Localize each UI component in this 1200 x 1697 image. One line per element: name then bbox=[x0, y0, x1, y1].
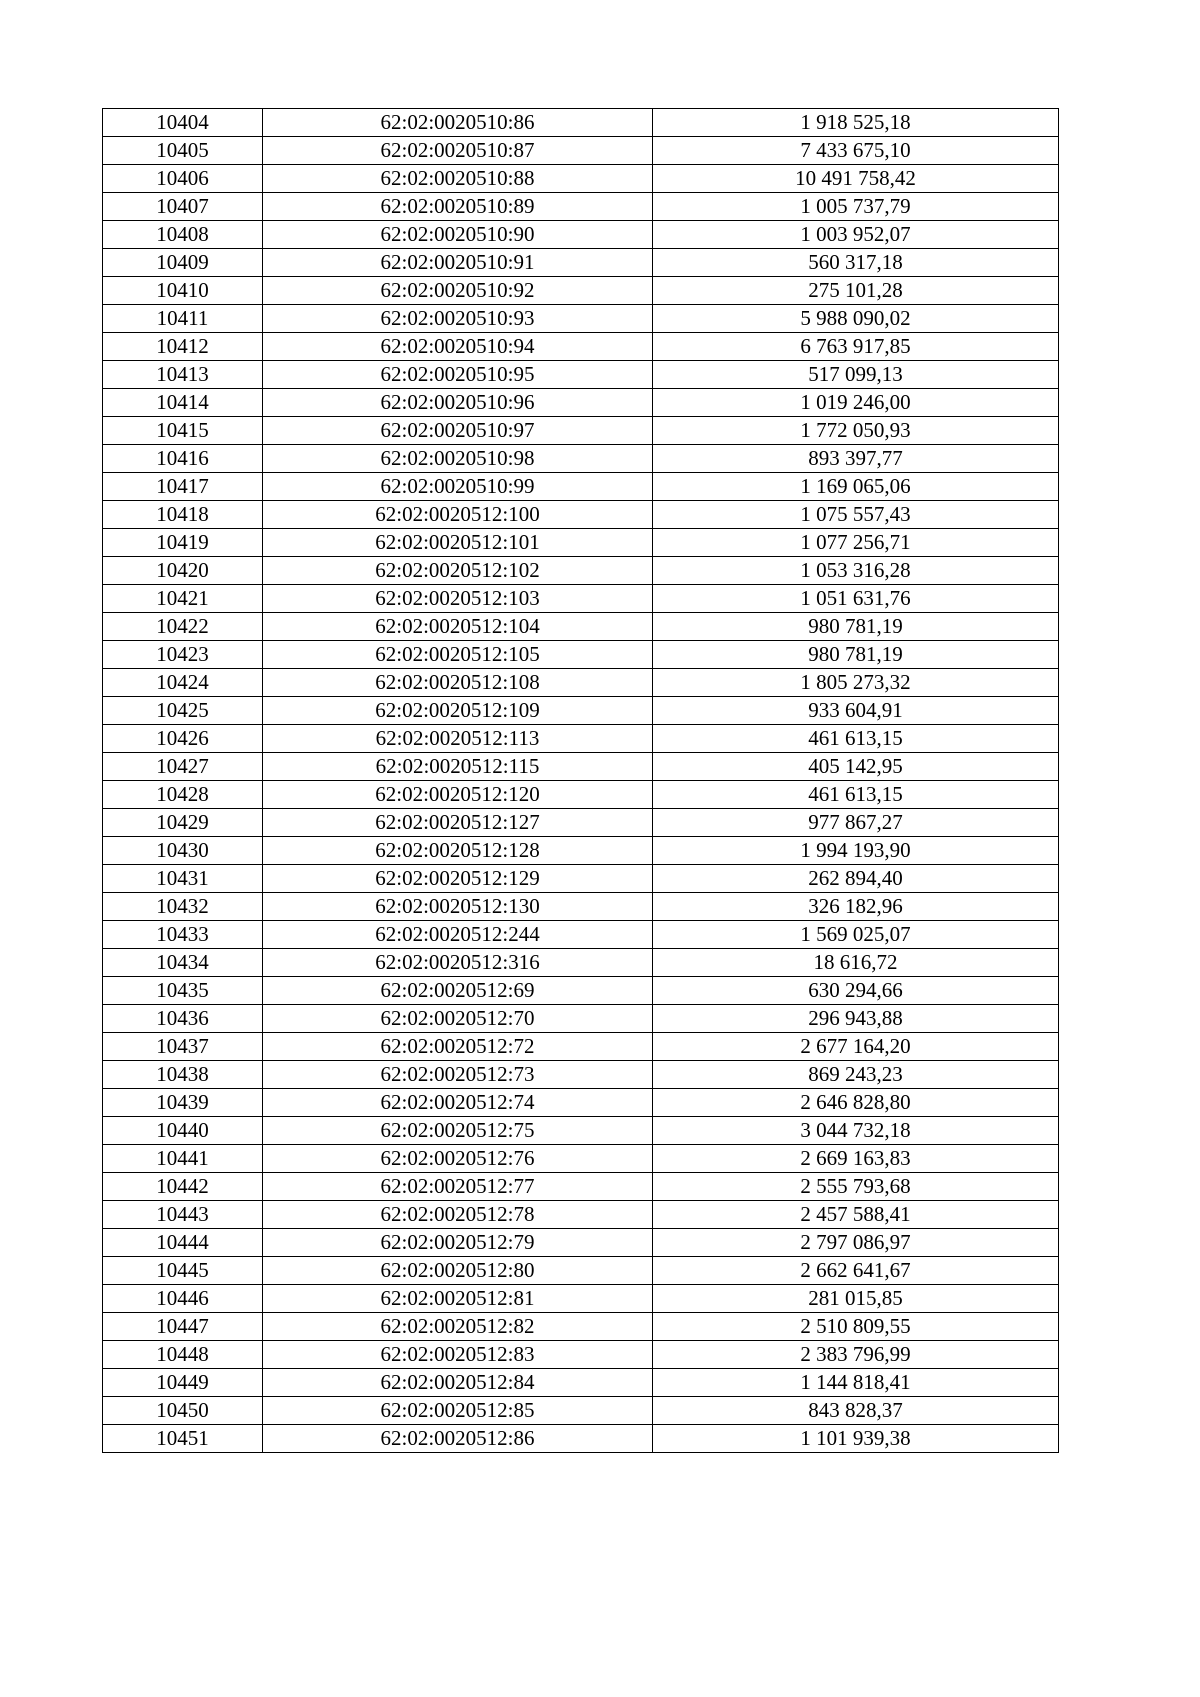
row-number-cell: 10443 bbox=[103, 1201, 263, 1229]
table-row bbox=[103, 725, 1059, 753]
row-number-cell: 10437 bbox=[103, 1033, 263, 1061]
cadastral-value-cell: 2 555 793,68 bbox=[653, 1173, 1059, 1201]
cadastral-value-cell: 326 182,96 bbox=[653, 893, 1059, 921]
row-number-cell: 10405 bbox=[103, 137, 263, 165]
cadastral-number-cell: 62:02:0020512:127 bbox=[263, 809, 653, 837]
row-number-cell: 10434 bbox=[103, 949, 263, 977]
cadastral-number-cell: 62:02:0020510:92 bbox=[263, 277, 653, 305]
row-number-cell: 10414 bbox=[103, 389, 263, 417]
table-row bbox=[103, 305, 1059, 333]
cadastral-number-cell: 62:02:0020512:104 bbox=[263, 613, 653, 641]
cadastral-number-cell: 62:02:0020512:77 bbox=[263, 1173, 653, 1201]
cadastral-value-table bbox=[102, 108, 1059, 1453]
table-row bbox=[103, 1369, 1059, 1397]
cadastral-value-cell: 977 867,27 bbox=[653, 809, 1059, 837]
row-number-cell: 10436 bbox=[103, 1005, 263, 1033]
row-number-cell: 10406 bbox=[103, 165, 263, 193]
row-number-cell: 10435 bbox=[103, 977, 263, 1005]
table-row bbox=[103, 837, 1059, 865]
table-row bbox=[103, 697, 1059, 725]
row-number-cell: 10404 bbox=[103, 109, 263, 137]
cadastral-value-cell: 296 943,88 bbox=[653, 1005, 1059, 1033]
table-row bbox=[103, 809, 1059, 837]
table-row bbox=[103, 1425, 1059, 1453]
table-row bbox=[103, 949, 1059, 977]
cadastral-value-cell: 980 781,19 bbox=[653, 613, 1059, 641]
row-number-cell: 10408 bbox=[103, 221, 263, 249]
cadastral-number-cell: 62:02:0020512:103 bbox=[263, 585, 653, 613]
table-row bbox=[103, 473, 1059, 501]
row-number-cell: 10446 bbox=[103, 1285, 263, 1313]
row-number-cell: 10430 bbox=[103, 837, 263, 865]
row-number-cell: 10410 bbox=[103, 277, 263, 305]
cadastral-value-cell: 5 988 090,02 bbox=[653, 305, 1059, 333]
cadastral-number-cell: 62:02:0020512:316 bbox=[263, 949, 653, 977]
row-number-cell: 10423 bbox=[103, 641, 263, 669]
cadastral-number-cell: 62:02:0020512:244 bbox=[263, 921, 653, 949]
cadastral-number-cell: 62:02:0020512:82 bbox=[263, 1313, 653, 1341]
table-row bbox=[103, 1285, 1059, 1313]
row-number-cell: 10426 bbox=[103, 725, 263, 753]
cadastral-value-cell: 18 616,72 bbox=[653, 949, 1059, 977]
cadastral-number-cell: 62:02:0020512:129 bbox=[263, 865, 653, 893]
cadastral-value-cell: 2 662 641,67 bbox=[653, 1257, 1059, 1285]
table-row bbox=[103, 417, 1059, 445]
cadastral-value-cell: 2 669 163,83 bbox=[653, 1145, 1059, 1173]
cadastral-number-cell: 62:02:0020512:100 bbox=[263, 501, 653, 529]
table-row bbox=[103, 753, 1059, 781]
table-row bbox=[103, 277, 1059, 305]
table-row bbox=[103, 1313, 1059, 1341]
cadastral-value-cell: 843 828,37 bbox=[653, 1397, 1059, 1425]
row-number-cell: 10418 bbox=[103, 501, 263, 529]
cadastral-number-cell: 62:02:0020512:86 bbox=[263, 1425, 653, 1453]
row-number-cell: 10427 bbox=[103, 753, 263, 781]
cadastral-value-cell: 6 763 917,85 bbox=[653, 333, 1059, 361]
cadastral-number-cell: 62:02:0020510:89 bbox=[263, 193, 653, 221]
cadastral-number-cell: 62:02:0020512:85 bbox=[263, 1397, 653, 1425]
cadastral-value-cell: 1 005 737,79 bbox=[653, 193, 1059, 221]
row-number-cell: 10445 bbox=[103, 1257, 263, 1285]
cadastral-value-cell: 461 613,15 bbox=[653, 781, 1059, 809]
table-row bbox=[103, 1033, 1059, 1061]
cadastral-value-cell: 1 051 631,76 bbox=[653, 585, 1059, 613]
cadastral-value-cell: 630 294,66 bbox=[653, 977, 1059, 1005]
cadastral-number-cell: 62:02:0020512:108 bbox=[263, 669, 653, 697]
table-row bbox=[103, 1117, 1059, 1145]
table-row bbox=[103, 1201, 1059, 1229]
cadastral-number-cell: 62:02:0020512:102 bbox=[263, 557, 653, 585]
row-number-cell: 10416 bbox=[103, 445, 263, 473]
cadastral-value-cell: 2 457 588,41 bbox=[653, 1201, 1059, 1229]
row-number-cell: 10421 bbox=[103, 585, 263, 613]
table-row bbox=[103, 1397, 1059, 1425]
table-row bbox=[103, 361, 1059, 389]
table-row bbox=[103, 389, 1059, 417]
cadastral-value-cell: 1 569 025,07 bbox=[653, 921, 1059, 949]
table-row bbox=[103, 865, 1059, 893]
row-number-cell: 10420 bbox=[103, 557, 263, 585]
table-row bbox=[103, 781, 1059, 809]
table-row bbox=[103, 109, 1059, 137]
cadastral-number-cell: 62:02:0020510:94 bbox=[263, 333, 653, 361]
cadastral-number-cell: 62:02:0020512:72 bbox=[263, 1033, 653, 1061]
cadastral-value-cell: 2 797 086,97 bbox=[653, 1229, 1059, 1257]
cadastral-number-cell: 62:02:0020512:115 bbox=[263, 753, 653, 781]
cadastral-number-cell: 62:02:0020512:69 bbox=[263, 977, 653, 1005]
cadastral-number-cell: 62:02:0020512:128 bbox=[263, 837, 653, 865]
cadastral-number-cell: 62:02:0020510:95 bbox=[263, 361, 653, 389]
table-body bbox=[103, 109, 1059, 1453]
cadastral-value-cell: 281 015,85 bbox=[653, 1285, 1059, 1313]
cadastral-number-cell: 62:02:0020512:105 bbox=[263, 641, 653, 669]
cadastral-value-cell: 893 397,77 bbox=[653, 445, 1059, 473]
cadastral-number-cell: 62:02:0020512:80 bbox=[263, 1257, 653, 1285]
cadastral-number-cell: 62:02:0020512:120 bbox=[263, 781, 653, 809]
cadastral-number-cell: 62:02:0020512:83 bbox=[263, 1341, 653, 1369]
cadastral-value-cell: 275 101,28 bbox=[653, 277, 1059, 305]
table-row bbox=[103, 1173, 1059, 1201]
cadastral-value-cell: 1 805 273,32 bbox=[653, 669, 1059, 697]
cadastral-number-cell: 62:02:0020512:130 bbox=[263, 893, 653, 921]
table-row bbox=[103, 529, 1059, 557]
row-number-cell: 10424 bbox=[103, 669, 263, 697]
table-row bbox=[103, 1257, 1059, 1285]
cadastral-number-cell: 62:02:0020510:91 bbox=[263, 249, 653, 277]
row-number-cell: 10409 bbox=[103, 249, 263, 277]
cadastral-value-cell: 2 510 809,55 bbox=[653, 1313, 1059, 1341]
cadastral-number-cell: 62:02:0020512:75 bbox=[263, 1117, 653, 1145]
table-row bbox=[103, 1089, 1059, 1117]
cadastral-number-cell: 62:02:0020510:99 bbox=[263, 473, 653, 501]
cadastral-value-cell: 1 019 246,00 bbox=[653, 389, 1059, 417]
cadastral-value-cell: 2 677 164,20 bbox=[653, 1033, 1059, 1061]
row-number-cell: 10440 bbox=[103, 1117, 263, 1145]
row-number-cell: 10422 bbox=[103, 613, 263, 641]
row-number-cell: 10442 bbox=[103, 1173, 263, 1201]
cadastral-value-cell: 980 781,19 bbox=[653, 641, 1059, 669]
table-row bbox=[103, 613, 1059, 641]
table-row bbox=[103, 501, 1059, 529]
row-number-cell: 10419 bbox=[103, 529, 263, 557]
table-row bbox=[103, 893, 1059, 921]
cadastral-value-cell: 2 646 828,80 bbox=[653, 1089, 1059, 1117]
row-number-cell: 10428 bbox=[103, 781, 263, 809]
cadastral-value-cell: 1 053 316,28 bbox=[653, 557, 1059, 585]
table-row bbox=[103, 1341, 1059, 1369]
cadastral-value-cell: 933 604,91 bbox=[653, 697, 1059, 725]
cadastral-value-cell: 1 994 193,90 bbox=[653, 837, 1059, 865]
cadastral-number-cell: 62:02:0020510:90 bbox=[263, 221, 653, 249]
cadastral-value-cell: 1 075 557,43 bbox=[653, 501, 1059, 529]
cadastral-value-cell: 517 099,13 bbox=[653, 361, 1059, 389]
row-number-cell: 10449 bbox=[103, 1369, 263, 1397]
cadastral-number-cell: 62:02:0020510:97 bbox=[263, 417, 653, 445]
row-number-cell: 10407 bbox=[103, 193, 263, 221]
cadastral-number-cell: 62:02:0020512:113 bbox=[263, 725, 653, 753]
cadastral-value-cell: 7 433 675,10 bbox=[653, 137, 1059, 165]
row-number-cell: 10417 bbox=[103, 473, 263, 501]
row-number-cell: 10441 bbox=[103, 1145, 263, 1173]
cadastral-number-cell: 62:02:0020512:78 bbox=[263, 1201, 653, 1229]
cadastral-number-cell: 62:02:0020510:87 bbox=[263, 137, 653, 165]
table-row bbox=[103, 1229, 1059, 1257]
cadastral-value-cell: 461 613,15 bbox=[653, 725, 1059, 753]
table-row bbox=[103, 585, 1059, 613]
cadastral-value-cell: 1 918 525,18 bbox=[653, 109, 1059, 137]
table-row bbox=[103, 137, 1059, 165]
row-number-cell: 10438 bbox=[103, 1061, 263, 1089]
cadastral-number-cell: 62:02:0020512:81 bbox=[263, 1285, 653, 1313]
cadastral-number-cell: 62:02:0020510:86 bbox=[263, 109, 653, 137]
cadastral-value-cell: 1 169 065,06 bbox=[653, 473, 1059, 501]
cadastral-value-cell: 10 491 758,42 bbox=[653, 165, 1059, 193]
row-number-cell: 10411 bbox=[103, 305, 263, 333]
table-row bbox=[103, 165, 1059, 193]
cadastral-number-cell: 62:02:0020512:79 bbox=[263, 1229, 653, 1257]
cadastral-value-cell: 1 003 952,07 bbox=[653, 221, 1059, 249]
table-row bbox=[103, 557, 1059, 585]
row-number-cell: 10444 bbox=[103, 1229, 263, 1257]
cadastral-number-cell: 62:02:0020512:73 bbox=[263, 1061, 653, 1089]
table-row bbox=[103, 333, 1059, 361]
row-number-cell: 10431 bbox=[103, 865, 263, 893]
cadastral-value-cell: 869 243,23 bbox=[653, 1061, 1059, 1089]
row-number-cell: 10448 bbox=[103, 1341, 263, 1369]
cadastral-number-cell: 62:02:0020510:96 bbox=[263, 389, 653, 417]
cadastral-value-cell: 1 101 939,38 bbox=[653, 1425, 1059, 1453]
table-row bbox=[103, 445, 1059, 473]
row-number-cell: 10433 bbox=[103, 921, 263, 949]
table-row bbox=[103, 641, 1059, 669]
row-number-cell: 10432 bbox=[103, 893, 263, 921]
row-number-cell: 10413 bbox=[103, 361, 263, 389]
cadastral-value-cell: 1 772 050,93 bbox=[653, 417, 1059, 445]
cadastral-number-cell: 62:02:0020510:88 bbox=[263, 165, 653, 193]
row-number-cell: 10415 bbox=[103, 417, 263, 445]
cadastral-value-cell: 3 044 732,18 bbox=[653, 1117, 1059, 1145]
table-row bbox=[103, 977, 1059, 1005]
row-number-cell: 10450 bbox=[103, 1397, 263, 1425]
table-row bbox=[103, 669, 1059, 697]
row-number-cell: 10412 bbox=[103, 333, 263, 361]
cadastral-value-cell: 1 077 256,71 bbox=[653, 529, 1059, 557]
row-number-cell: 10447 bbox=[103, 1313, 263, 1341]
table-row bbox=[103, 1145, 1059, 1173]
row-number-cell: 10439 bbox=[103, 1089, 263, 1117]
table-row bbox=[103, 249, 1059, 277]
table-row bbox=[103, 1005, 1059, 1033]
table-row bbox=[103, 1061, 1059, 1089]
row-number-cell: 10429 bbox=[103, 809, 263, 837]
table-row bbox=[103, 193, 1059, 221]
cadastral-number-cell: 62:02:0020512:70 bbox=[263, 1005, 653, 1033]
cadastral-number-cell: 62:02:0020512:101 bbox=[263, 529, 653, 557]
cadastral-number-cell: 62:02:0020512:84 bbox=[263, 1369, 653, 1397]
table-row bbox=[103, 221, 1059, 249]
cadastral-number-cell: 62:02:0020510:93 bbox=[263, 305, 653, 333]
cadastral-number-cell: 62:02:0020512:74 bbox=[263, 1089, 653, 1117]
row-number-cell: 10425 bbox=[103, 697, 263, 725]
cadastral-number-cell: 62:02:0020512:76 bbox=[263, 1145, 653, 1173]
cadastral-value-cell: 2 383 796,99 bbox=[653, 1341, 1059, 1369]
cadastral-number-cell: 62:02:0020510:98 bbox=[263, 445, 653, 473]
cadastral-value-cell: 560 317,18 bbox=[653, 249, 1059, 277]
table-row bbox=[103, 921, 1059, 949]
cadastral-value-cell: 262 894,40 bbox=[653, 865, 1059, 893]
row-number-cell: 10451 bbox=[103, 1425, 263, 1453]
cadastral-number-cell: 62:02:0020512:109 bbox=[263, 697, 653, 725]
cadastral-value-cell: 1 144 818,41 bbox=[653, 1369, 1059, 1397]
cadastral-value-cell: 405 142,95 bbox=[653, 753, 1059, 781]
